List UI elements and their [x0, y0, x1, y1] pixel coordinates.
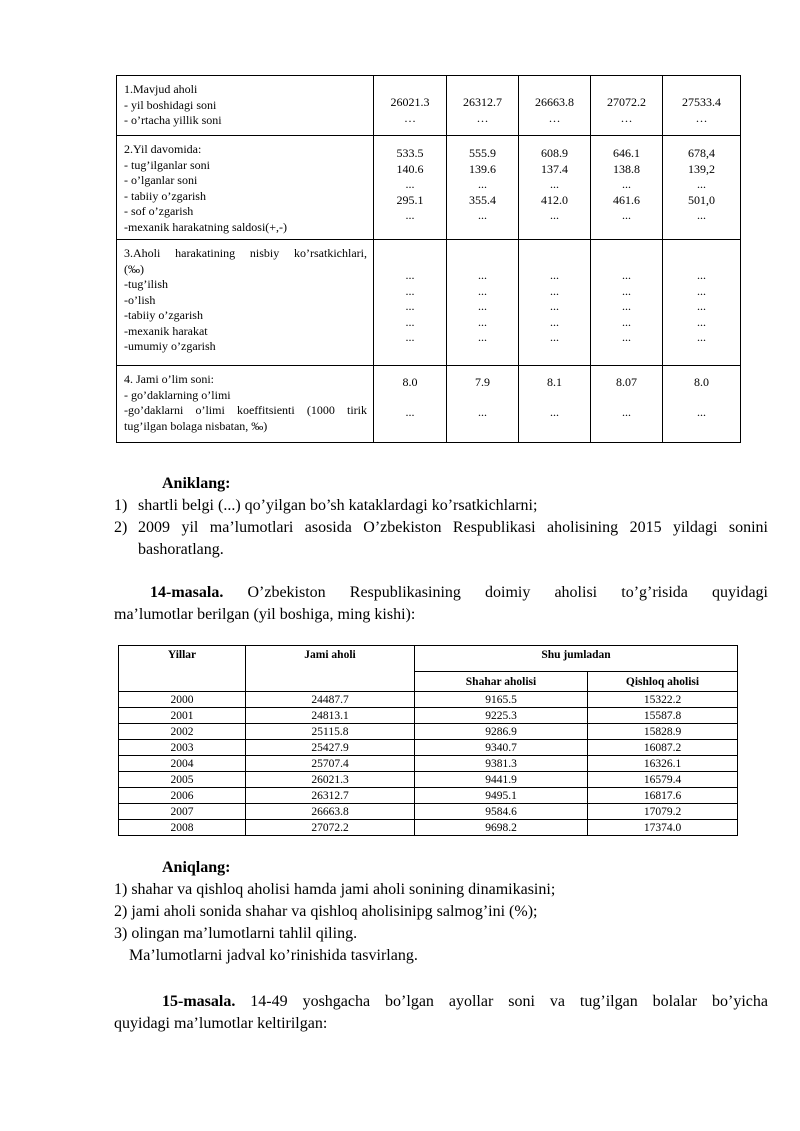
indicator-label-line: (‰)	[124, 261, 144, 276]
cell-total: 24487.7	[246, 692, 415, 708]
population-indicators-table	[116, 75, 741, 443]
indicator-value: …	[695, 110, 708, 125]
aniklang-item-1	[114, 495, 768, 517]
aniqlang-item-1: 1) shahar va qishloq aholisi hamda jami aholi sonining dinamikasini;	[114, 881, 556, 898]
cell-rural: 17079.2	[588, 804, 738, 820]
indicator-value: ...	[550, 299, 559, 313]
indicator-value-cell	[519, 76, 591, 136]
indicator-value-cell	[447, 136, 519, 240]
indicator-label-line: -mexanik harakat	[124, 323, 208, 338]
table-row	[119, 772, 738, 788]
indicator-label-line: - yil boshidagi soni	[124, 97, 217, 112]
indicator-value-cell	[591, 136, 663, 240]
indicator-value: 501,0	[688, 192, 715, 207]
indicator-label-line: - o’lganlar soni	[124, 173, 198, 187]
cell-year: 2005	[119, 772, 246, 788]
indicator-label-cell	[117, 240, 374, 366]
indicator-label-line: -mexanik harakatning saldosi(+,-)	[124, 219, 288, 234]
cell-rural: 16579.4	[588, 772, 738, 788]
cell-rural: 15828.9	[588, 724, 738, 740]
indicator-label-line: - o’rtacha yillik soni	[124, 113, 222, 127]
indicator-value: …	[548, 110, 561, 125]
indicator-value-cell	[374, 240, 447, 366]
indicator-label-line: - tabiiy o’zgarish	[124, 188, 206, 203]
indicator-value: 7.9	[475, 375, 490, 389]
masala-14-paragraph	[114, 582, 768, 626]
indicator-value-cell	[447, 366, 519, 443]
indicator-value: ...	[697, 299, 706, 313]
cell-rural: 15587.8	[588, 708, 738, 724]
indicator-value: 27533.4	[682, 95, 721, 109]
cell-rural: 16326.1	[588, 756, 738, 772]
indicator-value: 295.1	[396, 192, 424, 207]
masala-14-line-2: ma’lumotlar berilgan (yil boshiga, ming kishi):	[114, 606, 416, 623]
population-table-body	[119, 692, 738, 836]
cell-urban: 9381.3	[415, 756, 588, 772]
cell-year: 2001	[119, 708, 246, 724]
cell-year: 2000	[119, 692, 246, 708]
indicator-value-cell	[591, 76, 663, 136]
masala-14-title: 14-masala.	[150, 584, 224, 601]
indicator-label-line: -go’daklarni o’limi koeffitsienti (1000 tirik tug’ilgan bolaga nisbatan, ‰)	[124, 403, 367, 433]
indicator-value: ...	[478, 299, 487, 313]
aniqlang-item-3: 3) olingan ma’lumotlarni tahlil qiling.	[114, 925, 358, 942]
indicator-value: 8.1	[547, 375, 562, 389]
header-urban: Shahar aholisi	[415, 672, 588, 692]
indicator-value-cell	[519, 240, 591, 366]
indicator-label-line: -tabiiy o’zgarish	[124, 308, 203, 322]
aniqlang-note: Ma’lumotlarni jadval ko’rinishida tasvirlang.	[129, 947, 418, 964]
cell-year: 2002	[119, 724, 246, 740]
indicator-value: ...	[405, 299, 415, 313]
cell-total: 26663.8	[246, 804, 415, 820]
indicator-value: ...	[697, 268, 706, 282]
indicator-value: 8.07	[616, 375, 637, 389]
indicator-row	[117, 366, 741, 443]
indicator-value: ...	[550, 268, 559, 282]
cell-year: 2003	[119, 740, 246, 756]
indicator-value: 646.1	[613, 146, 640, 160]
cell-total: 27072.2	[246, 820, 415, 836]
table-row	[119, 756, 738, 772]
cell-year: 2004	[119, 756, 246, 772]
indicator-value: ...	[550, 314, 559, 329]
cell-urban: 9441.9	[415, 772, 588, 788]
indicator-value: 608.9	[541, 146, 568, 160]
aniqlang-heading: Aniqlang:	[162, 859, 231, 876]
indicator-value-cell	[591, 240, 663, 366]
indicator-value: ...	[405, 177, 415, 191]
indicator-label-line: - go’daklarning o’limi	[124, 387, 231, 402]
indicator-value-cell	[374, 136, 447, 240]
indicator-value-cell	[374, 76, 447, 136]
indicator-value: ...	[622, 299, 631, 313]
aniklang-heading: Aniklang:	[162, 475, 231, 492]
indicator-label-line: - tug’ilganlar soni	[124, 157, 210, 172]
masala-14-line-1-text: O’zbekiston Respublikasining doimiy aholisi to’g’risida quyidagi	[247, 584, 769, 601]
indicator-value: 139.6	[469, 161, 496, 176]
header-group: Shu jumladan	[415, 646, 738, 672]
indicator-value: 138.8	[613, 161, 640, 176]
indicator-value: ...	[478, 330, 487, 344]
indicator-value: ...	[550, 404, 559, 419]
indicator-value: ...	[622, 330, 631, 344]
masala-15-line-1-text: 14-49 yoshgacha bo’lgan ayollar soni va tug’ilgan bolalar bo’yicha	[250, 993, 768, 1010]
indicator-value: ...	[405, 208, 415, 222]
indicator-value: ...	[550, 208, 559, 222]
indicator-value: ...	[478, 314, 487, 329]
indicator-value: ...	[478, 208, 487, 222]
indicator-value: 140.6	[396, 161, 424, 176]
indicator-value: ...	[405, 283, 415, 298]
population-table	[118, 645, 738, 836]
indicator-value: ...	[478, 283, 487, 298]
population-indicators-body	[117, 76, 741, 443]
indicator-value-cell	[663, 240, 741, 366]
indicator-value: …	[620, 110, 633, 125]
cell-total: 26021.3	[246, 772, 415, 788]
cell-year: 2006	[119, 788, 246, 804]
indicator-value: 533.5	[396, 146, 424, 160]
indicator-value: ...	[622, 177, 631, 191]
header-rural: Qishloq aholisi	[588, 672, 738, 692]
indicator-value: ...	[697, 177, 706, 191]
indicator-label-line: -umumiy o’zgarish	[124, 339, 216, 353]
indicator-value: 27072.2	[607, 95, 646, 109]
cell-rural: 16087.2	[588, 740, 738, 756]
indicator-value: ...	[550, 177, 559, 191]
indicator-value: 26021.3	[390, 95, 430, 109]
cell-urban: 9286.9	[415, 724, 588, 740]
indicator-value: ...	[405, 314, 415, 329]
indicator-value-cell	[519, 366, 591, 443]
cell-rural: 15322.2	[588, 692, 738, 708]
indicator-value: ...	[478, 404, 487, 419]
aniqlang-item-2: 2) jami aholi sonida shahar va qishloq aholisinipg salmog’ini (%);	[114, 903, 538, 920]
indicator-value: 26663.8	[535, 95, 574, 109]
indicator-label-line: 3.Aholi harakatining nisbiy ko’rsatkichlari,	[124, 246, 367, 260]
indicator-value: ...	[405, 268, 415, 282]
cell-total: 25115.8	[246, 724, 415, 740]
masala-15-line-2: quyidagi ma’lumotlar keltirilgan:	[114, 1015, 328, 1032]
cell-rural: 16817.6	[588, 788, 738, 804]
indicator-value-cell	[519, 136, 591, 240]
header-years: Yillar	[119, 646, 246, 692]
aniklang-item-2-number: 2)	[114, 519, 128, 536]
indicator-row	[117, 136, 741, 240]
indicator-label-line: - sof o’zgarish	[124, 204, 194, 218]
cell-total: 26312.7	[246, 788, 415, 804]
indicator-value: ...	[478, 177, 487, 191]
table-row	[119, 740, 738, 756]
indicator-value-cell	[447, 76, 519, 136]
indicator-value: 412.0	[541, 192, 568, 207]
cell-urban: 9225.3	[415, 708, 588, 724]
cell-year: 2008	[119, 820, 246, 836]
indicator-label-line: 1.Mavjud aholi	[124, 82, 198, 96]
indicator-value: 461.6	[613, 192, 640, 207]
indicator-value: …	[404, 110, 416, 125]
indicator-value: ...	[478, 268, 487, 282]
table-row	[119, 724, 738, 740]
table-row	[119, 708, 738, 724]
indicator-value: ...	[622, 314, 631, 329]
indicator-value: ...	[622, 208, 631, 222]
indicator-value-cell	[663, 76, 741, 136]
indicator-value: 8.0	[402, 375, 418, 389]
masala-15-line-1	[114, 991, 768, 1013]
indicator-row	[117, 76, 741, 136]
table-row	[119, 804, 738, 820]
indicator-value-cell	[591, 366, 663, 443]
cell-urban: 9698.2	[415, 820, 588, 836]
indicator-value: ...	[697, 283, 706, 298]
cell-urban: 9165.5	[415, 692, 588, 708]
cell-urban: 9495.1	[415, 788, 588, 804]
indicator-value: ...	[622, 283, 631, 298]
indicator-value: ...	[550, 330, 559, 344]
indicator-value: 555.9	[469, 146, 496, 160]
indicator-value: ...	[697, 330, 706, 344]
indicator-value-cell	[447, 240, 519, 366]
cell-urban: 9584.6	[415, 804, 588, 820]
aniklang-item-2	[114, 517, 768, 561]
indicator-value: ...	[405, 404, 415, 419]
cell-total: 25707.4	[246, 756, 415, 772]
cell-urban: 9340.7	[415, 740, 588, 756]
indicator-value-cell	[374, 366, 447, 443]
indicator-label-line: 4. Jami o’lim soni:	[124, 372, 214, 386]
indicator-value: ...	[622, 268, 631, 282]
aniklang-item-1-text: shartli belgi (...) qo’yilgan bo’sh kataklardagi ko’rsatkichlarni;	[138, 497, 538, 514]
indicator-value: ...	[697, 314, 706, 329]
indicator-label-cell	[117, 136, 374, 240]
indicator-value-cell	[663, 366, 741, 443]
table-row	[119, 820, 738, 836]
indicator-value: 355.4	[469, 192, 496, 207]
indicator-label-cell	[117, 366, 374, 443]
indicator-label-line: 2.Yil davomida:	[124, 142, 202, 156]
indicator-value: 26312.7	[463, 95, 502, 109]
indicator-value: ...	[622, 404, 631, 419]
indicator-value: ...	[697, 208, 706, 222]
masala-15-paragraph	[114, 991, 768, 1035]
indicator-row	[117, 240, 741, 366]
indicator-value: ...	[697, 404, 706, 419]
indicator-value-cell	[663, 136, 741, 240]
indicator-value: 678,4	[688, 146, 715, 160]
indicator-label-cell	[117, 76, 374, 136]
cell-rural: 17374.0	[588, 820, 738, 836]
indicator-value: 8.0	[694, 375, 709, 389]
indicator-value: …	[476, 110, 489, 125]
masala-14-line-1	[114, 582, 768, 604]
cell-total: 25427.9	[246, 740, 415, 756]
aniklang-item-2-text: 2009 yil ma’lumotlari asosida O’zbekiston Respublikasi aholisining 2015 yildagi sonini bashoratlang.	[138, 519, 768, 558]
indicator-value: ...	[405, 330, 415, 344]
indicator-label-line: -o’lish	[124, 292, 156, 307]
indicator-value: ...	[550, 283, 559, 298]
header-total: Jami aholi	[246, 646, 415, 692]
aniklang-item-1-number: 1)	[114, 497, 128, 514]
masala-15-title: 15-masala.	[162, 993, 236, 1010]
indicator-label-line: -tug’ilish	[124, 277, 168, 291]
table-row	[119, 692, 738, 708]
table-row	[119, 788, 738, 804]
indicator-value: 137.4	[541, 161, 568, 176]
indicator-value: 139,2	[688, 161, 715, 176]
cell-total: 24813.1	[246, 708, 415, 724]
cell-year: 2007	[119, 804, 246, 820]
